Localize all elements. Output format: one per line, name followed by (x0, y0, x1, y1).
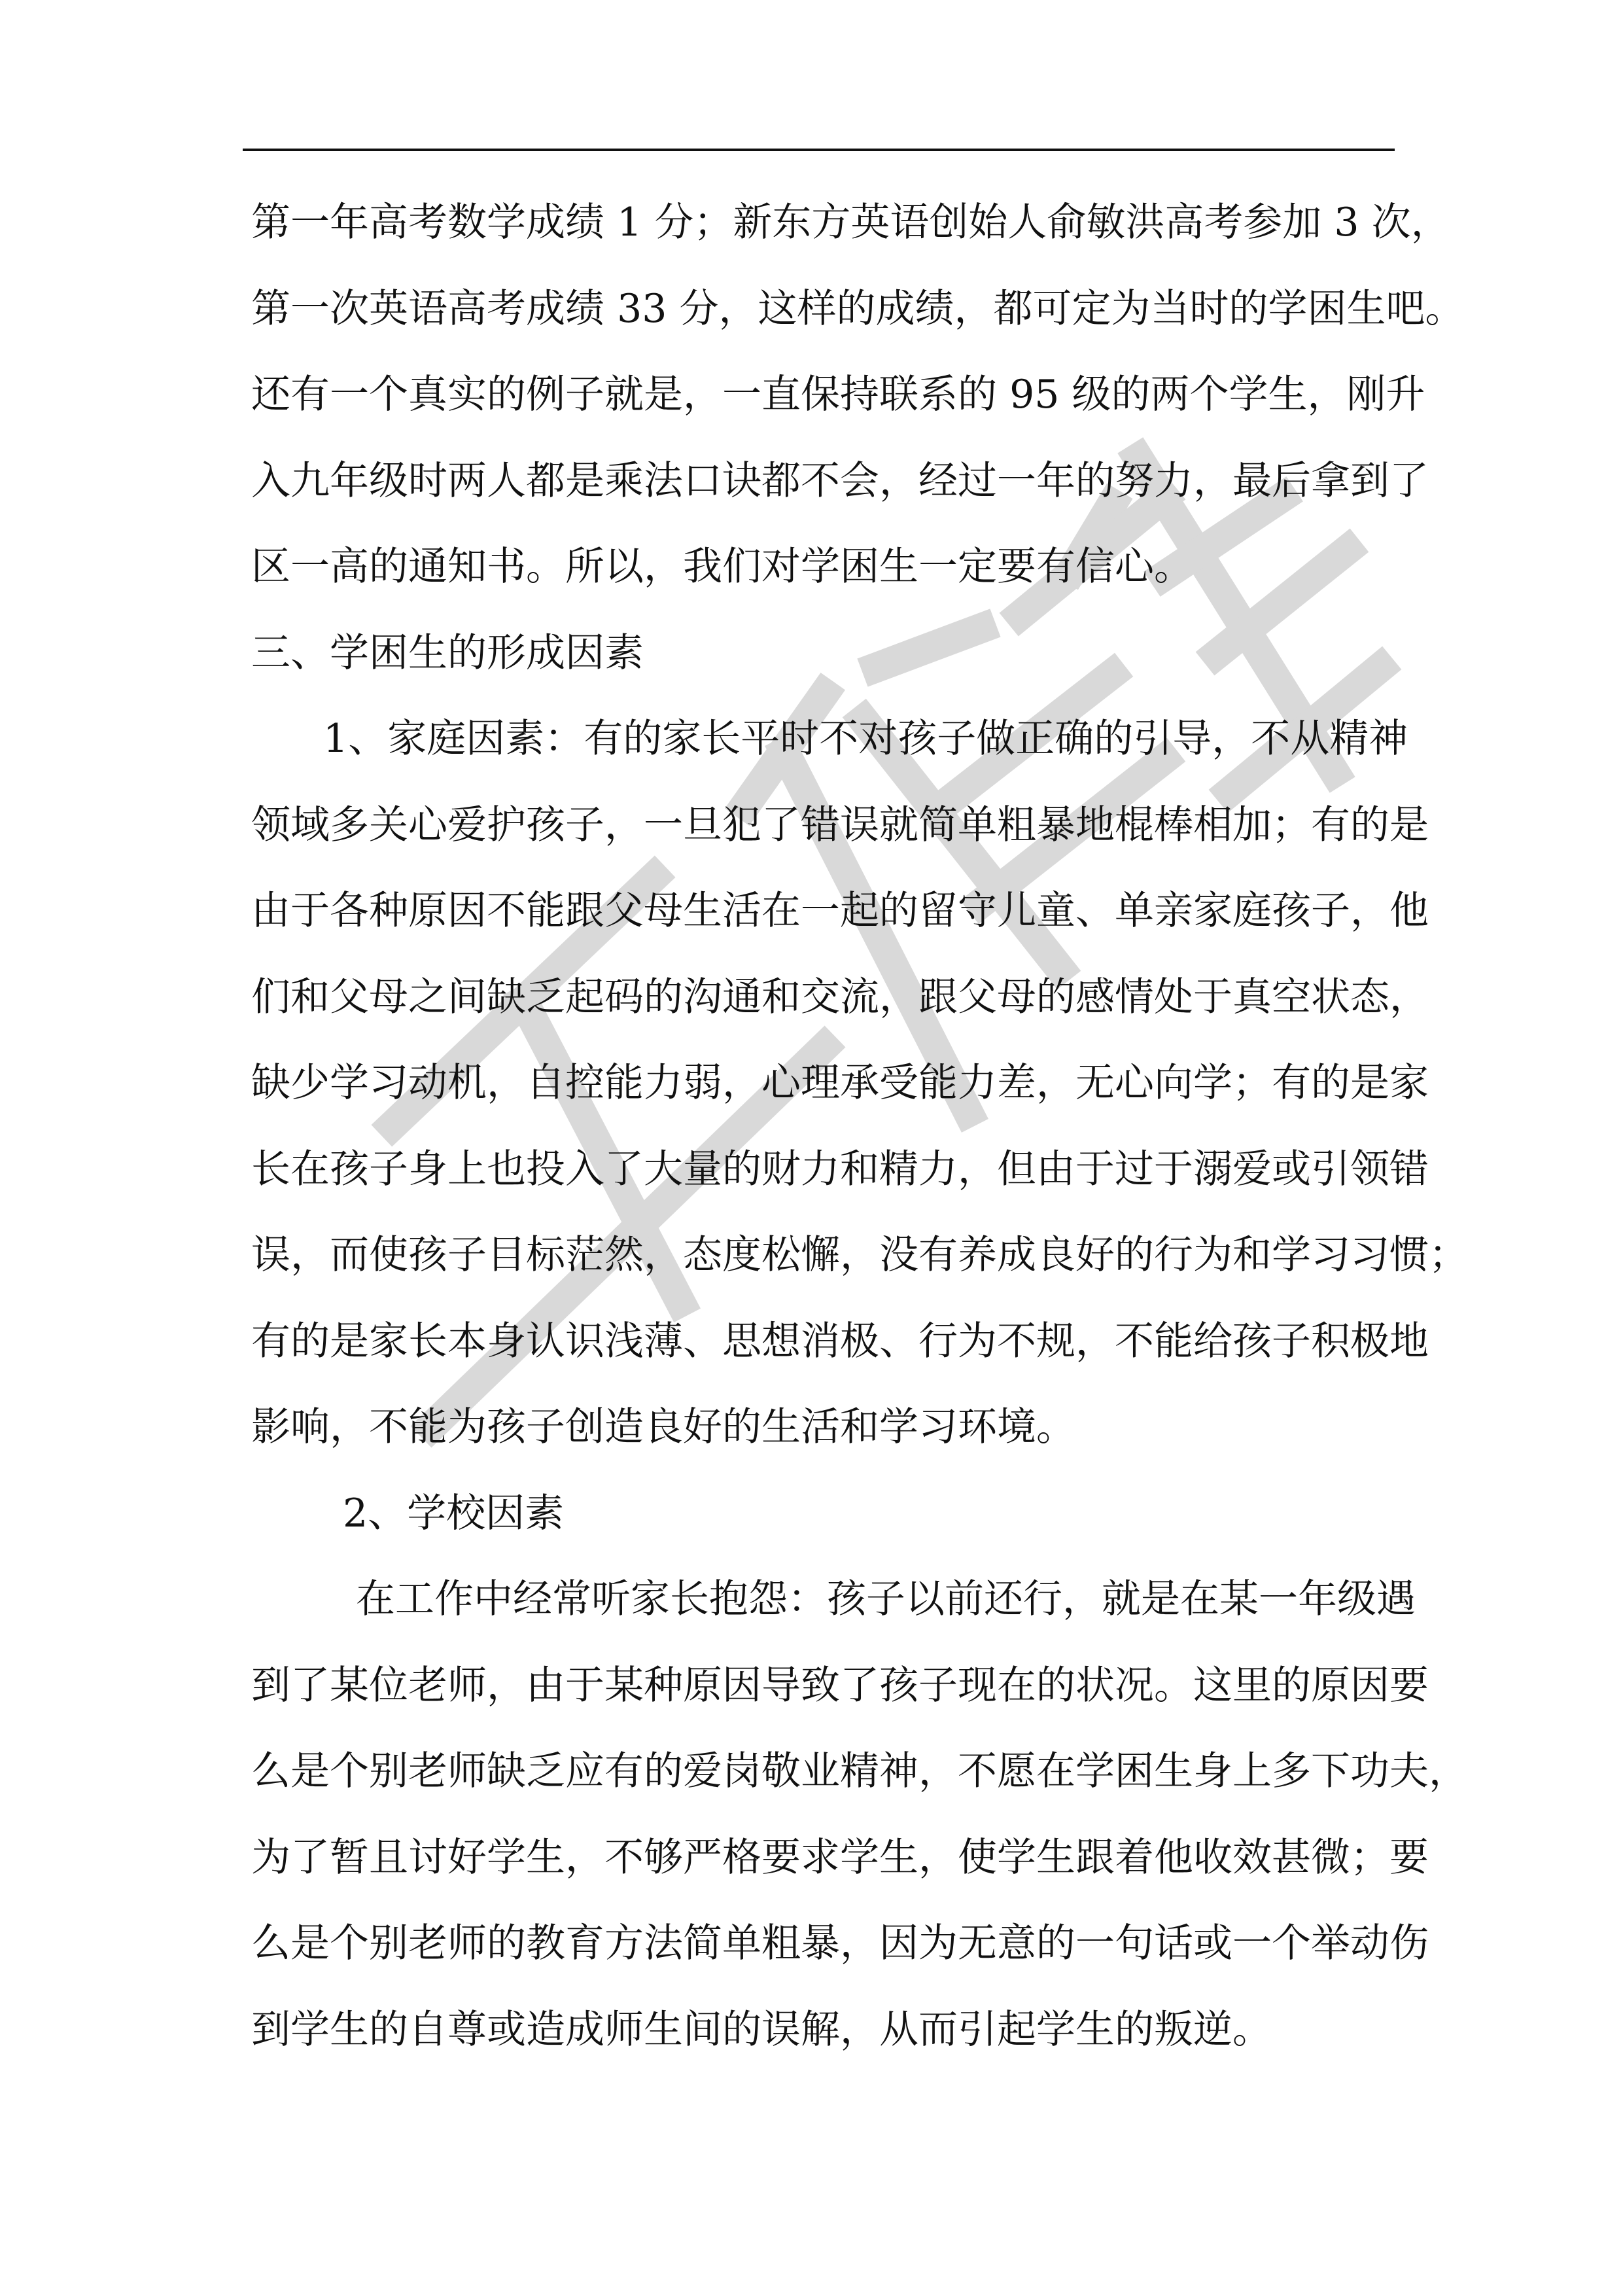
text-line: 在 工 作 中 经 常 听 家 长 抱 怨 ： 孩 子 以 前 还 行 ， 就 是 在 某 一 年 级 遇 (356, 1576, 1416, 1622)
text-line: 影响，不能为孩子创造良好的生活和学习环境。 (251, 1404, 1075, 1450)
text-line: 第 一 次 英 语 高 考 成 绩 3 3 分 ， 这 样 的 成 绩 ， 都 可 定 为 当 时 的 学 困 生 吧 。 (251, 285, 1465, 332)
text-line: 到学生的自尊或造成师生间的误解，从而引起学生的叛逆。 (251, 2006, 1272, 2053)
text-line: 由 于 各 种 原 因 不 能 跟 父 母 生 活 在 一 起 的 留 守 儿 童 、 单 亲 家 庭 孩 子 ， 他 (251, 888, 1429, 934)
text-line: 到 了 某 位 老 师 ， 由 于 某 种 原 因 导 致 了 孩 子 现 在 的 状 况 。 这 里 的 原 因 要 (251, 1662, 1429, 1708)
text-line: 领 域 多 关 心 爱 护 孩 子 ， 一 旦 犯 了 错 误 就 简 单 粗 暴 地 棍 棒 相 加 ； 有 的 是 (251, 802, 1429, 848)
text-line: 长 在 孩 子 身 上 也 投 入 了 大 量 的 财 力 和 精 力 ， 但 由 于 过 于 溺 爱 或 引 领 错 (251, 1146, 1429, 1192)
text-line: 区一高的通知书。所以，我们对学困生一定要有信心。 (251, 544, 1193, 590)
text-line: 第 一 年 高 考 数 学 成 绩 1 分 ； 新 东 方 英 语 创 始 人 俞 敏 洪 高 考 参 加 3 次 ， (251, 200, 1450, 245)
text-line: 还 有 一 个 真 实 的 例 子 就 是 ， 一 直 保 持 联 系 的 9 5 级 的 两 个 学 生 ， 刚 升 (251, 372, 1425, 417)
text-line: 2、学校因素 (343, 1490, 565, 1536)
text-line: 有 的 是 家 长 本 身 认 识 浅 薄 、 思 想 消 极 、 行 为 不 规 ， 不 能 给 孩 子 积 极 地 (251, 1318, 1429, 1364)
text-line: 么 是 个 别 老 师 缺 乏 应 有 的 爱 岗 敬 业 精 神 ， 不 愿 在 学 困 生 身 上 多 下 功 夫 ， (251, 1748, 1468, 1794)
text-line: 入 九 年 级 时 两 人 都 是 乘 法 口 诀 都 不 会 ， 经 过 一 年 的 努 力 ， 最 后 拿 到 了 (251, 457, 1429, 504)
text-line: 缺 少 学 习 动 机 ， 自 控 能 力 弱 ， 心 理 承 受 能 力 差 ， 无 心 向 学 ； 有 的 是 家 (251, 1060, 1429, 1106)
text-line: 么 是 个 别 老 师 的 教 育 方 法 简 单 粗 暴 ， 因 为 无 意 的 一 句 话 或 一 个 举 动 伤 (251, 1920, 1429, 1966)
text-line: 1 、 家 庭 因 素 ： 有 的 家 长 平 时 不 对 孩 子 做 正 确 的 引 导 ， 不 从 精 神 (323, 716, 1408, 762)
header-rule (243, 149, 1395, 151)
text-line: 误 ， 而 使 孩 子 目 标 茫 然 ， 态 度 松 懈 ， 没 有 养 成 良 好 的 行 为 和 学 习 习 惯 ； (251, 1232, 1468, 1278)
text-line: 三、学困生的形成因素 (251, 629, 644, 676)
text-line: 们 和 父 母 之 间 缺 乏 起 码 的 沟 通 和 交 流 ， 跟 父 母 的 感 情 处 于 真 空 状 态 ， (251, 974, 1429, 1020)
text-line: 为 了 暂 且 讨 好 学 生 ， 不 够 严 格 要 求 学 生 ， 使 学 生 跟 着 他 收 效 甚 微 ； 要 (251, 1834, 1429, 1881)
